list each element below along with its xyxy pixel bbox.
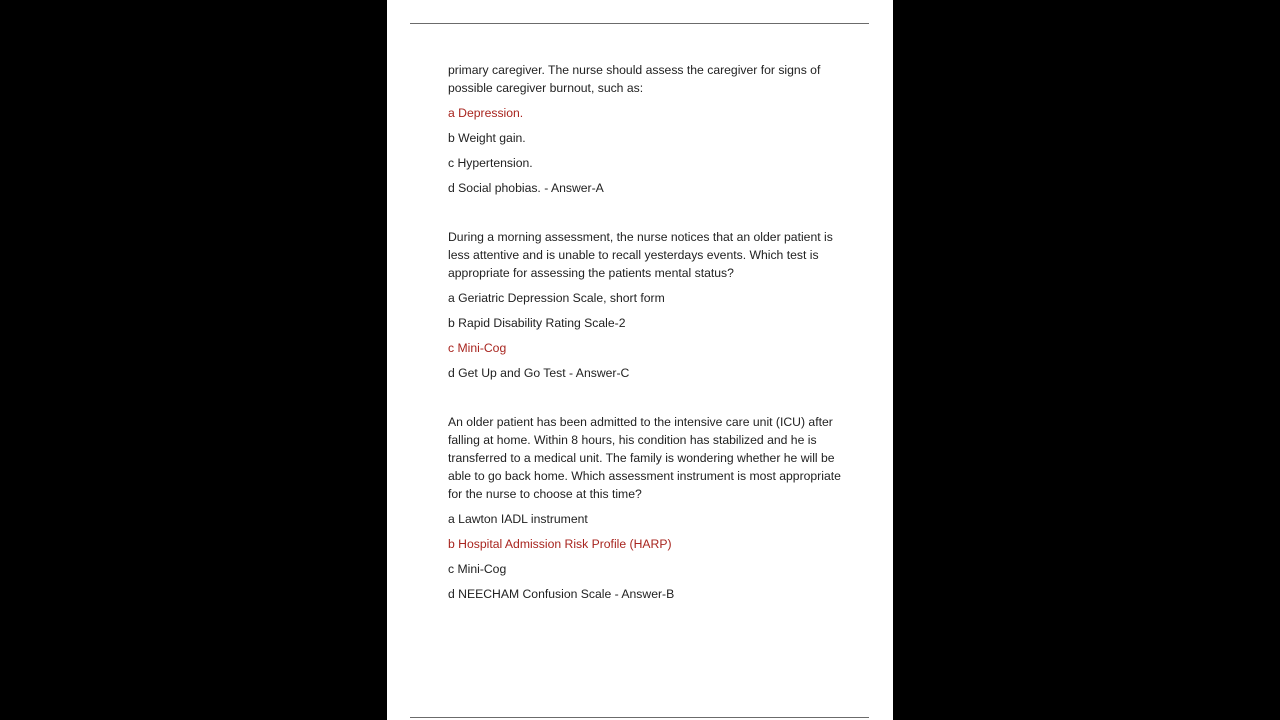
question-text: An older patient has been admitted to the intensive care unit (ICU) after falling at home. Within 8 hours, his condition has stabilized and he is transferred to a medical unit. The family is wondering whether he will be able to go back home. Which assessment instrument is most appropriate for the nurse to choose at this time? [448,415,841,501]
option-b: b Rapid Disability Rating Scale-2 [448,316,626,330]
option-c: c Mini-Cog [448,562,507,576]
question-block [448,61,850,197]
question-text: primary caregiver. The nurse should assess the caregiver for signs of possible caregiver burnout, such as: [448,63,821,95]
option-b: b Weight gain. [448,131,526,145]
question-block [448,413,850,603]
document-page [387,0,893,720]
option-d: d NEECHAM Confusion Scale - Answer-B [448,587,675,601]
question-block [448,228,850,382]
page-content [448,61,850,603]
option-b: b Hospital Admission Risk Profile (HARP) [448,537,672,551]
option-d: d Get Up and Go Test - Answer-C [448,366,630,380]
option-c: c Mini-Cog [448,341,507,355]
question-text: During a morning assessment, the nurse notices that an older patient is less attentive and is unable to recall yesterdays events. Which test is appropriate for assessing the patients mental status? [448,230,833,280]
option-c: c Hypertension. [448,156,533,170]
option-a: a Lawton IADL instrument [448,512,588,526]
footer-rule [410,717,869,718]
option-d: d Social phobias. - Answer-A [448,181,604,195]
option-a: a Geriatric Depression Scale, short form [448,291,665,305]
option-a: a Depression. [448,106,524,120]
header-rule [410,23,869,24]
